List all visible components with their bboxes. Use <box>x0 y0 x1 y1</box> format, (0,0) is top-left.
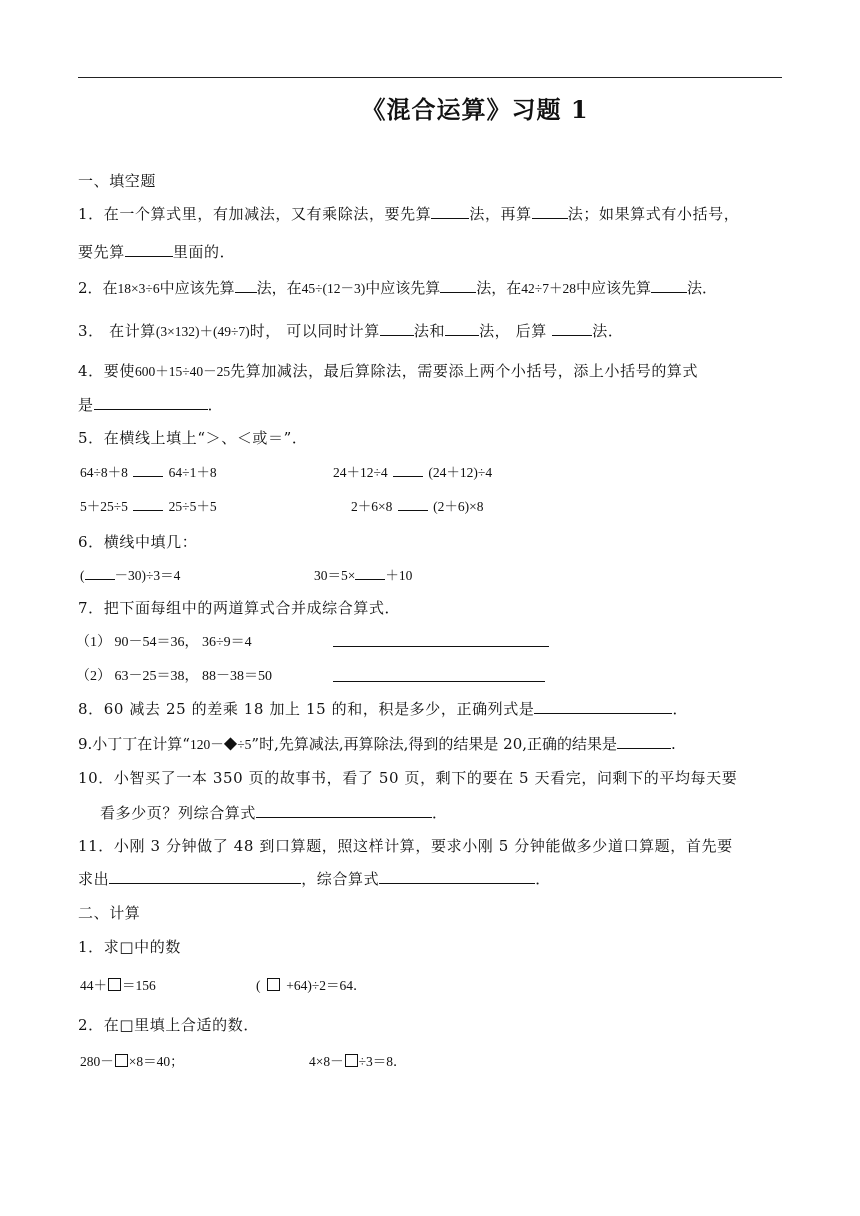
compare-blank[interactable] <box>398 496 428 511</box>
answer-blank[interactable] <box>256 803 432 818</box>
page-title: 《混合运算》习题 1 <box>361 95 589 124</box>
q5-row-1-left: 64÷8＋8 64÷1＋8 <box>80 461 217 481</box>
q7-answer-blank-1[interactable] <box>333 632 549 647</box>
question-11-line-1: 11．小刚 3 分钟做了 48 到口算题，照这样计算，要求小刚 5 分钟能做多少道口算题，首先要 <box>78 837 733 855</box>
answer-blank[interactable] <box>445 321 479 336</box>
q5-row-1-right: 24＋12÷4 (24＋12)÷4 <box>333 461 492 481</box>
compare-blank[interactable] <box>393 462 423 477</box>
question-11-line-2: 求出 ，综合算式 ． <box>78 870 551 888</box>
question-5: 5．在横线上填上“＞、＜或＝”． <box>78 429 308 447</box>
answer-blank[interactable] <box>380 321 414 336</box>
question-1-line-1: 1．在一个算式里，有加减法，又有乘除法，要先算 法，再算 法；如果算式有小括号， <box>78 205 740 223</box>
answer-blank[interactable] <box>109 869 301 884</box>
question-10-line-1: 10．小智买了一本 350 页的故事书，看了 50 页，剩下的要在 5 天看完，问剩下的平均每天要 <box>78 769 738 787</box>
q6-left: ( －30)÷3＝4 <box>80 564 180 584</box>
question-4-line-2: 是 ． <box>78 396 224 414</box>
answer-blank[interactable] <box>235 278 257 293</box>
question-2: 2．在18×3÷6中应该先算 法，在45÷(12－3)中应该先算 法，在42÷7＋28中应该先算 法． <box>78 279 717 297</box>
calc-1-left: 44＋ ＝156 <box>80 978 156 993</box>
question-3: 3． 在计算(3×132)＋(49÷7)时， 可以同时计算 法和 法， 后算 法． <box>78 322 624 340</box>
answer-blank[interactable] <box>532 204 568 219</box>
q7-answer-blank-2[interactable] <box>333 667 545 682</box>
section-calculation-heading: 二、计算 <box>78 904 141 922</box>
calc-1-right: ( +64)÷2＝64． <box>256 978 367 993</box>
answer-blank[interactable] <box>355 565 385 580</box>
header-rule <box>78 77 782 78</box>
question-9: 9.小丁丁在计算“120－◆÷5”时,先算减法,再算除法,得到的结果是 20,正确的结果是 . <box>78 735 676 753</box>
q7-row-2: （2） 63－25＝38， 88－38＝50 <box>76 669 272 684</box>
calc-1: 1．求□中的数 <box>78 938 181 956</box>
q7-row-1: （1） 90－54＝36， 36÷9＝4 <box>76 635 252 650</box>
section-fill-blank-heading: 一、填空题 <box>78 172 157 190</box>
calc-2-left: 280－ ×8＝40； <box>80 1054 184 1069</box>
question-8: 8．60 减去 25 的差乘 18 加上 15 的和，积是多少，正确列式是 ． <box>78 700 689 718</box>
answer-box[interactable] <box>108 978 121 991</box>
answer-box[interactable] <box>267 978 280 991</box>
answer-blank[interactable] <box>85 565 115 580</box>
question-10-line-2: 看多少页？列综合算式 ． <box>100 804 448 822</box>
calc-2-right: 4×8－ ÷3＝8． <box>309 1054 407 1069</box>
q5-row-2-right: 2＋6×8 (2＋6)×8 <box>351 495 483 515</box>
q6-right: 30＝5× ＋10 <box>314 564 412 584</box>
answer-blank[interactable] <box>617 734 671 749</box>
answer-blank[interactable] <box>94 395 208 410</box>
answer-blank[interactable] <box>552 321 592 336</box>
answer-box[interactable] <box>115 1054 128 1067</box>
question-6: 6．横线中填几： <box>78 533 198 551</box>
answer-blank[interactable] <box>379 869 535 884</box>
answer-blank[interactable] <box>440 278 476 293</box>
answer-blank[interactable] <box>431 204 469 219</box>
answer-box[interactable] <box>345 1054 358 1067</box>
answer-blank[interactable] <box>534 699 672 714</box>
answer-blank[interactable] <box>125 242 173 257</box>
q5-row-2-left: 5＋25÷5 25÷5＋5 <box>80 495 217 515</box>
question-4-line-1: 4．要使600＋15÷40－25先算加减法，最后算除法，需要添上两个小括号，添上小括号的算式 <box>78 362 699 380</box>
compare-blank[interactable] <box>133 462 163 477</box>
question-7: 7．把下面每组中的两道算式合并成综合算式． <box>78 599 401 617</box>
compare-blank[interactable] <box>133 496 163 511</box>
answer-blank[interactable] <box>651 278 687 293</box>
question-1-line-2: 要先算 里面的． <box>78 243 236 261</box>
calc-2: 2．在□里填上合适的数． <box>78 1016 259 1034</box>
